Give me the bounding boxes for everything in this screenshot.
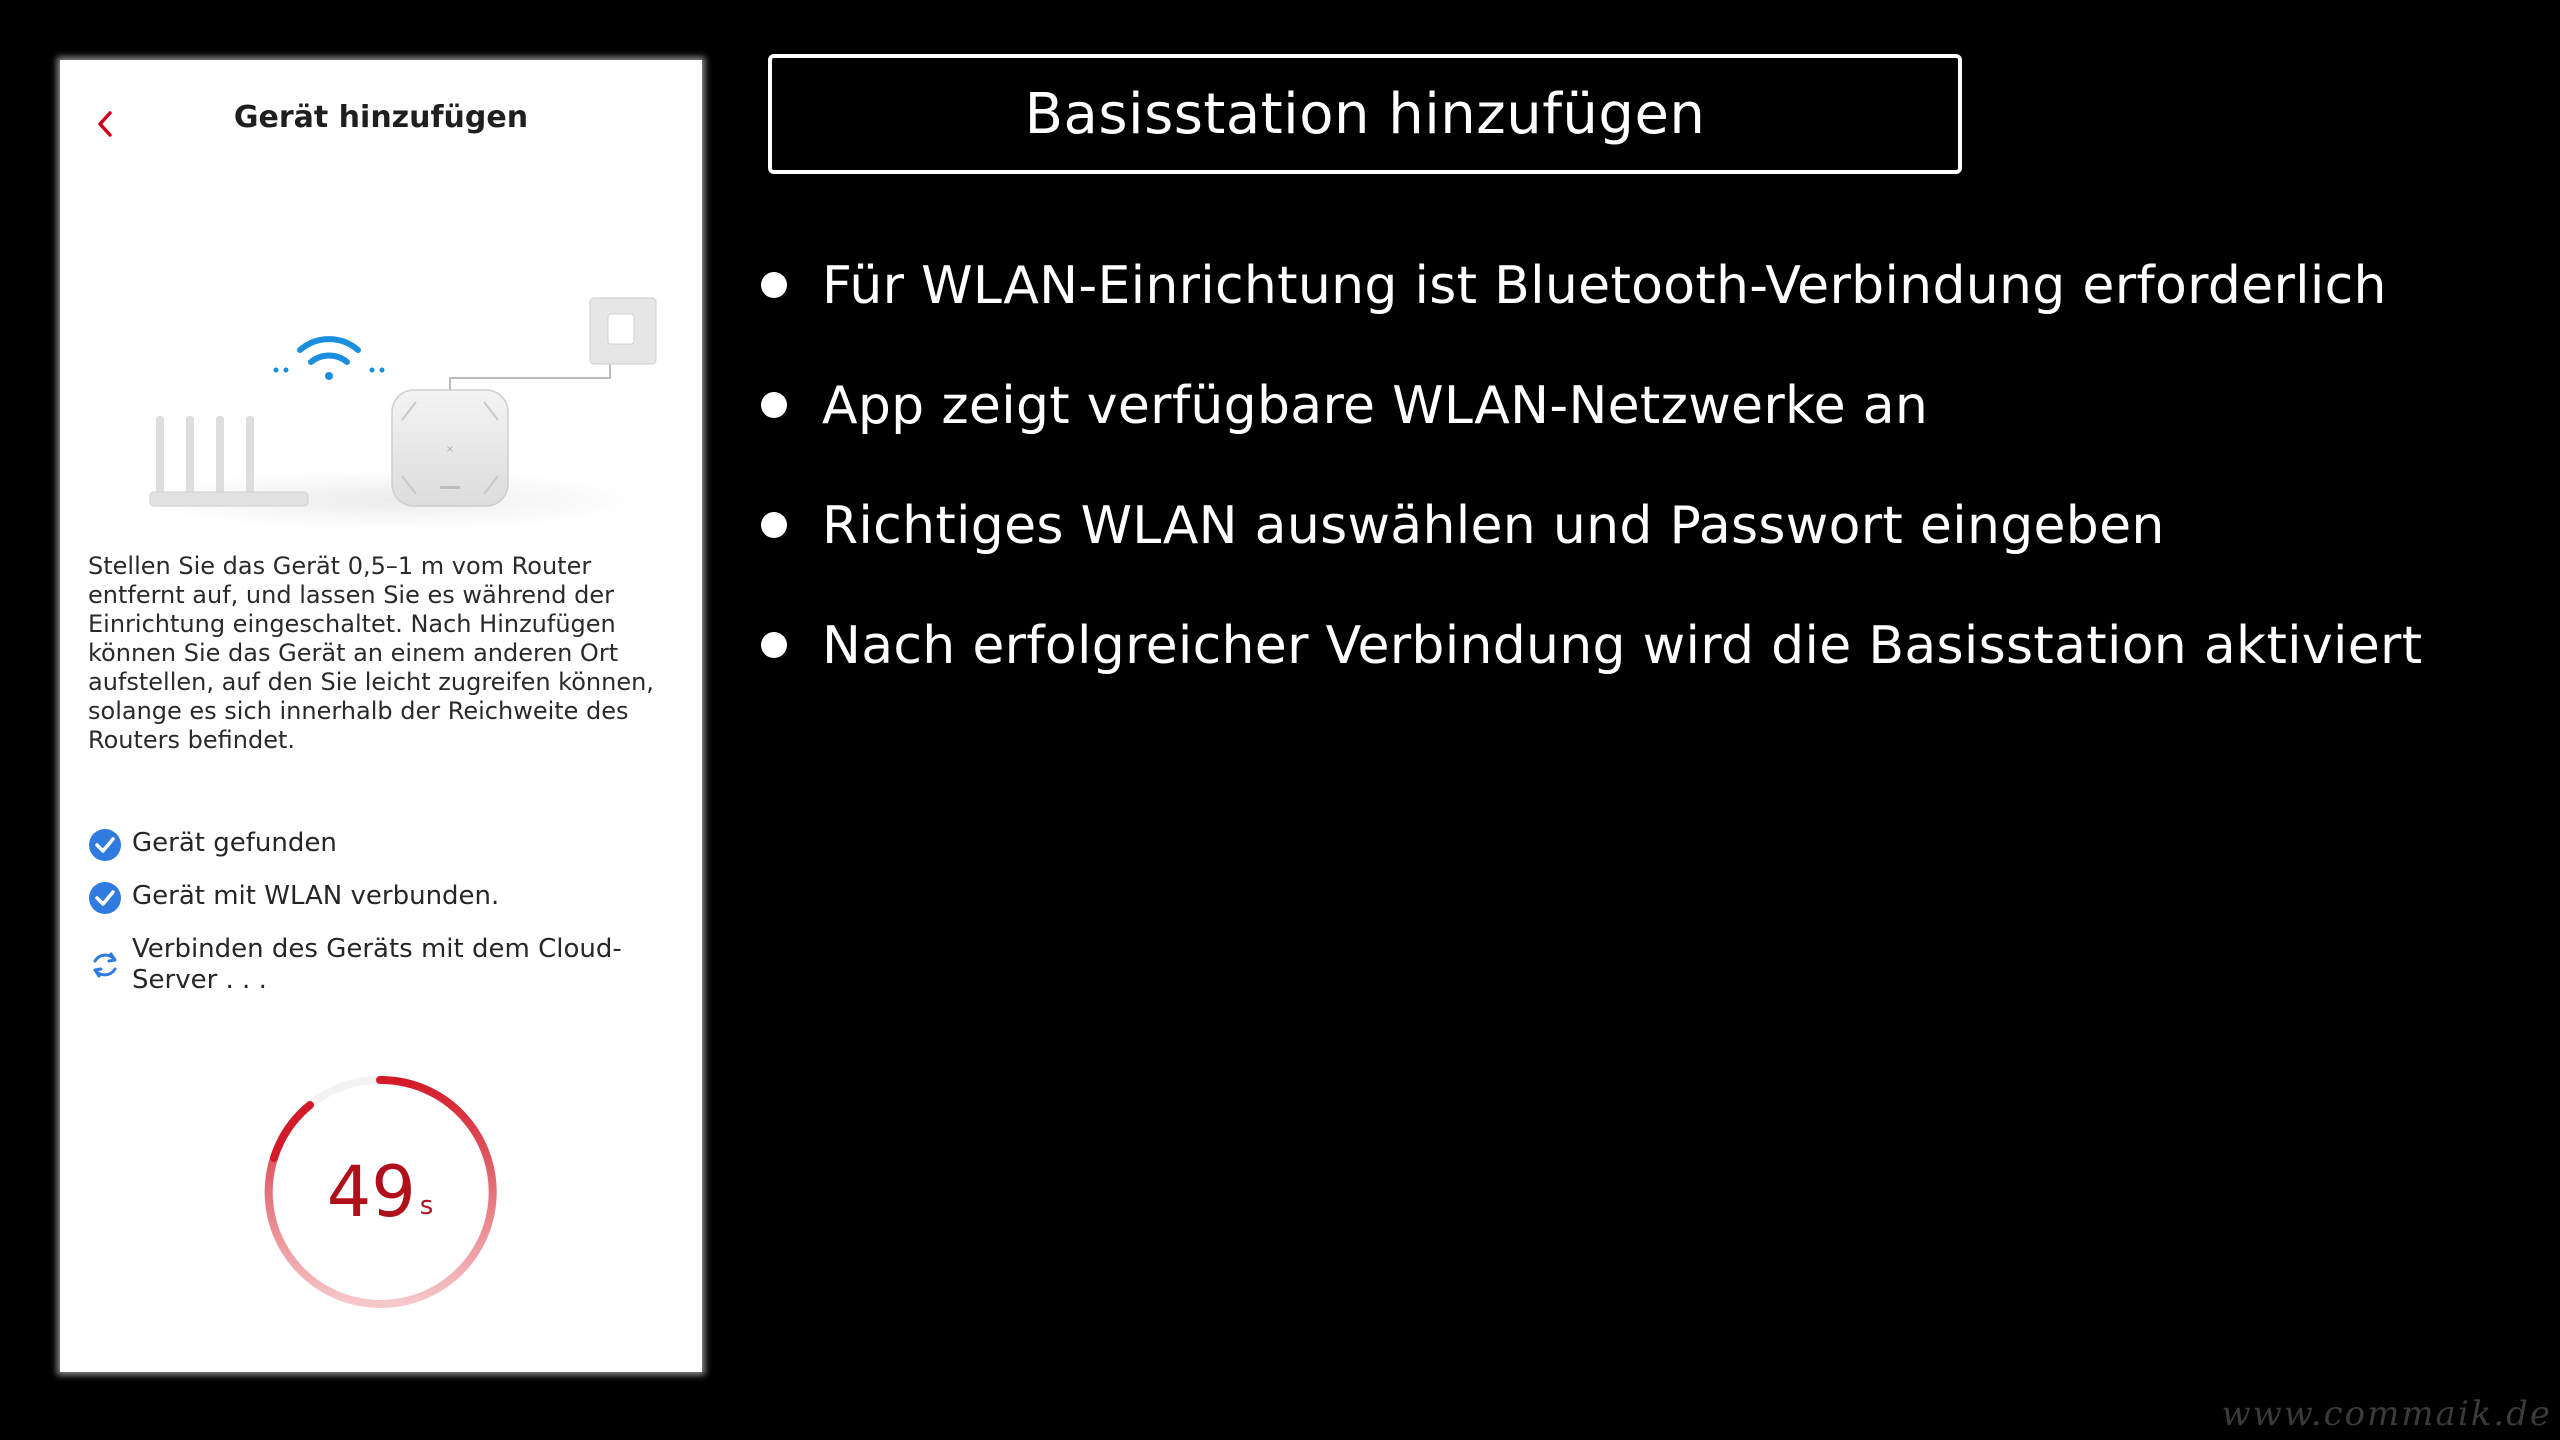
countdown-value [260,1072,500,1312]
bullet-item [758,370,2538,490]
bullet-text: App zeigt verfügbare WLAN-Netzwerke an [822,376,1929,436]
step-label: Gerät mit WLAN verbunden. [132,881,500,911]
refresh-icon [88,948,122,982]
wifi-icon [274,339,385,380]
phone-header [60,60,702,180]
check-circle-icon [88,881,122,915]
power-adapter-icon [590,298,656,364]
bullet-text: Richtiges WLAN auswählen und Passwort eingeben [822,496,2165,556]
step-label: Verbinden des Geräts mit dem Cloud-Server . . . [132,934,622,995]
bullet-dot-icon [761,632,787,658]
watermark: www.commaik.de [2221,1394,2552,1434]
router-icon [150,416,308,506]
slide-title-box [768,54,1962,174]
step-wlan-connected [88,881,678,912]
step-label: Gerät gefunden [132,828,337,858]
step-device-found [88,828,678,859]
placement-instructions: Stellen Sie das Gerät 0,5–1 m vom Router entfernt auf, und lassen Sie es während der Einrichtung eingeschaltet. Nach Hinzufügen können Sie das Gerät an einem anderen Ort aufstellen, auf den Sie leicht zugreifen können, solange es sich innerhalb der Reichweite des Routers befindet. [88,552,654,754]
setup-illustration [120,230,660,550]
countdown-timer [260,1072,500,1312]
bullet-item [758,250,2538,370]
bullet-dot-icon [761,272,787,298]
bullet-item [758,490,2538,610]
bullet-text: Für WLAN-Einrichtung ist Bluetooth-Verbindung erforderlich [822,256,2387,316]
countdown-number: 49 [326,1151,416,1233]
check-circle-icon [88,828,122,862]
bullet-dot-icon [761,392,787,418]
setup-steps-list [88,828,678,1018]
slide-title: Basisstation hinzufügen [1024,81,1706,147]
step-cloud-connecting [88,934,678,996]
base-station-icon [392,390,508,506]
countdown-unit: s [419,1191,434,1221]
bullet-text: Nach erfolgreicher Verbindung wird die Basisstation aktiviert [822,616,2423,676]
svg-text:×: × [445,444,455,455]
bullet-dot-icon [761,512,787,538]
bullet-list [758,250,2538,730]
phone-screen [60,60,702,1372]
page-title: Gerät hinzufügen [233,100,529,135]
bullet-item [758,610,2538,730]
